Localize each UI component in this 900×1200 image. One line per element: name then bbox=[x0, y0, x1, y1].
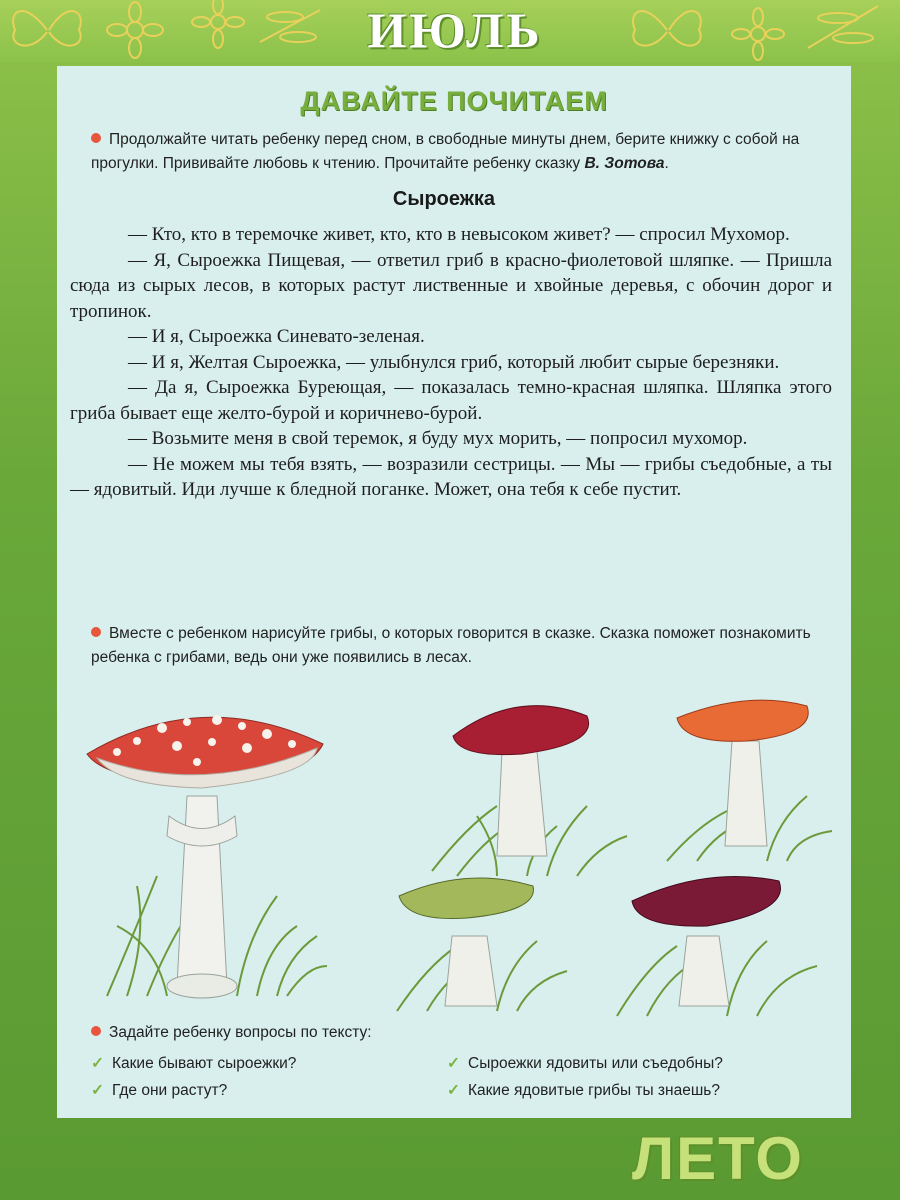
bullet-icon bbox=[91, 627, 101, 637]
story-paragraph: — Возьмите меня в свой теремок, я буду мух морить, — попросил мухомор. bbox=[128, 428, 748, 449]
questions-intro: Задайте ребенку вопросы по тексту: bbox=[91, 1024, 831, 1050]
section-title: ДАВАЙТЕ ПОЧИТАЕМ bbox=[300, 86, 608, 116]
season-title: ЛЕТО bbox=[632, 1125, 804, 1192]
butterfly-decoration-icon bbox=[625, 0, 710, 58]
mushrooms-illustration bbox=[77, 696, 837, 1026]
story-paragraph: — Я, Сыроежка Пищевая, — ответил гриб в красно-фиолетовой шляпке. — Пришла сюда из сырых лесов, в которых растут лиственные и хвойные деревья, с обочин дорог и тропинок. bbox=[70, 249, 832, 322]
dragonfly-decoration-icon bbox=[798, 0, 888, 56]
flower-decoration-icon bbox=[188, 0, 248, 50]
drawing-task-paragraph bbox=[91, 622, 831, 670]
story-title: Сыроежка bbox=[392, 188, 496, 210]
question-item: ✓ Какие ядовитые грибы ты знаешь? bbox=[447, 1082, 720, 1099]
check-icon: ✓ bbox=[447, 1082, 460, 1099]
flower-decoration-icon bbox=[728, 6, 788, 62]
russula-orange-mushroom bbox=[667, 700, 832, 861]
story-paragraph: — Кто, кто в теремочке живет, кто, кто в невысоком живет? — спросил Мухомор. bbox=[128, 224, 790, 245]
content-panel bbox=[57, 66, 851, 1118]
bullet-icon bbox=[91, 133, 101, 143]
drawing-task-text: Вместе с ребенком нарисуйте грибы, о которых говорится в сказке. Сказка поможет познакомить ребенка с грибами, ведь они уже появились в лесах. bbox=[91, 625, 811, 666]
russula-purple-mushroom bbox=[432, 706, 627, 876]
fly-agaric-mushroom bbox=[87, 715, 327, 998]
flower-decoration-icon bbox=[100, 0, 170, 60]
check-icon: ✓ bbox=[91, 1082, 104, 1099]
intro-text: Продолжайте читать ребенку перед сном, в свободные минуты днем, берите книжку с собой на прогулки. Прививайте любовь к чтению. Прочитайте ребенку сказку bbox=[91, 131, 800, 172]
russula-dark-red-mushroom bbox=[617, 877, 817, 1017]
russula-green-mushroom bbox=[397, 878, 567, 1011]
story-paragraph: — И я, Сыроежка Синевато-зеленая. bbox=[128, 326, 425, 347]
check-icon: ✓ bbox=[91, 1055, 104, 1072]
question-item: ✓ Какие бывают сыроежки? bbox=[91, 1055, 297, 1072]
story-paragraph: — Да я, Сыроежка Буреющая, — показалась темно-красная шляпка. Шляпка этого гриба бывает еще желто-бурой и коричнево-бурой. bbox=[70, 377, 832, 424]
butterfly-decoration-icon bbox=[5, 0, 90, 58]
questions-block bbox=[91, 1024, 831, 1099]
story-paragraph: — Не можем мы тебя взять, — возразили сестрицы. — Мы — грибы съедобные, а ты — ядовитый. Иди лучше к бледной поганке. Может, она тебя к себе пустит. bbox=[70, 453, 832, 500]
dragonfly-decoration-icon bbox=[250, 2, 330, 52]
intro-paragraph: Продолжайте читать ребенку перед сном, в свободные минуты днем, берите книжку с собой на прогулки. Прививайте любовь к чтению. Прочитайте ребенку сказку В. Зотова. bbox=[91, 131, 800, 172]
month-title: ИЮЛЬ bbox=[367, 2, 543, 58]
bullet-icon bbox=[91, 1026, 101, 1036]
questions-left-column bbox=[91, 1054, 296, 1108]
check-icon: ✓ bbox=[447, 1055, 460, 1072]
question-item: ✓ Где они растут? bbox=[91, 1082, 228, 1099]
questions-right-column bbox=[447, 1054, 723, 1108]
story-paragraph: — И я, Желтая Сыроежка, — улыбнулся гриб, который любит сырые березняки. bbox=[128, 351, 780, 373]
author-name: В. Зотова bbox=[584, 155, 665, 172]
story-text bbox=[70, 222, 832, 503]
question-item: ✓ Сыроежки ядовиты или съедобны? bbox=[447, 1055, 723, 1072]
